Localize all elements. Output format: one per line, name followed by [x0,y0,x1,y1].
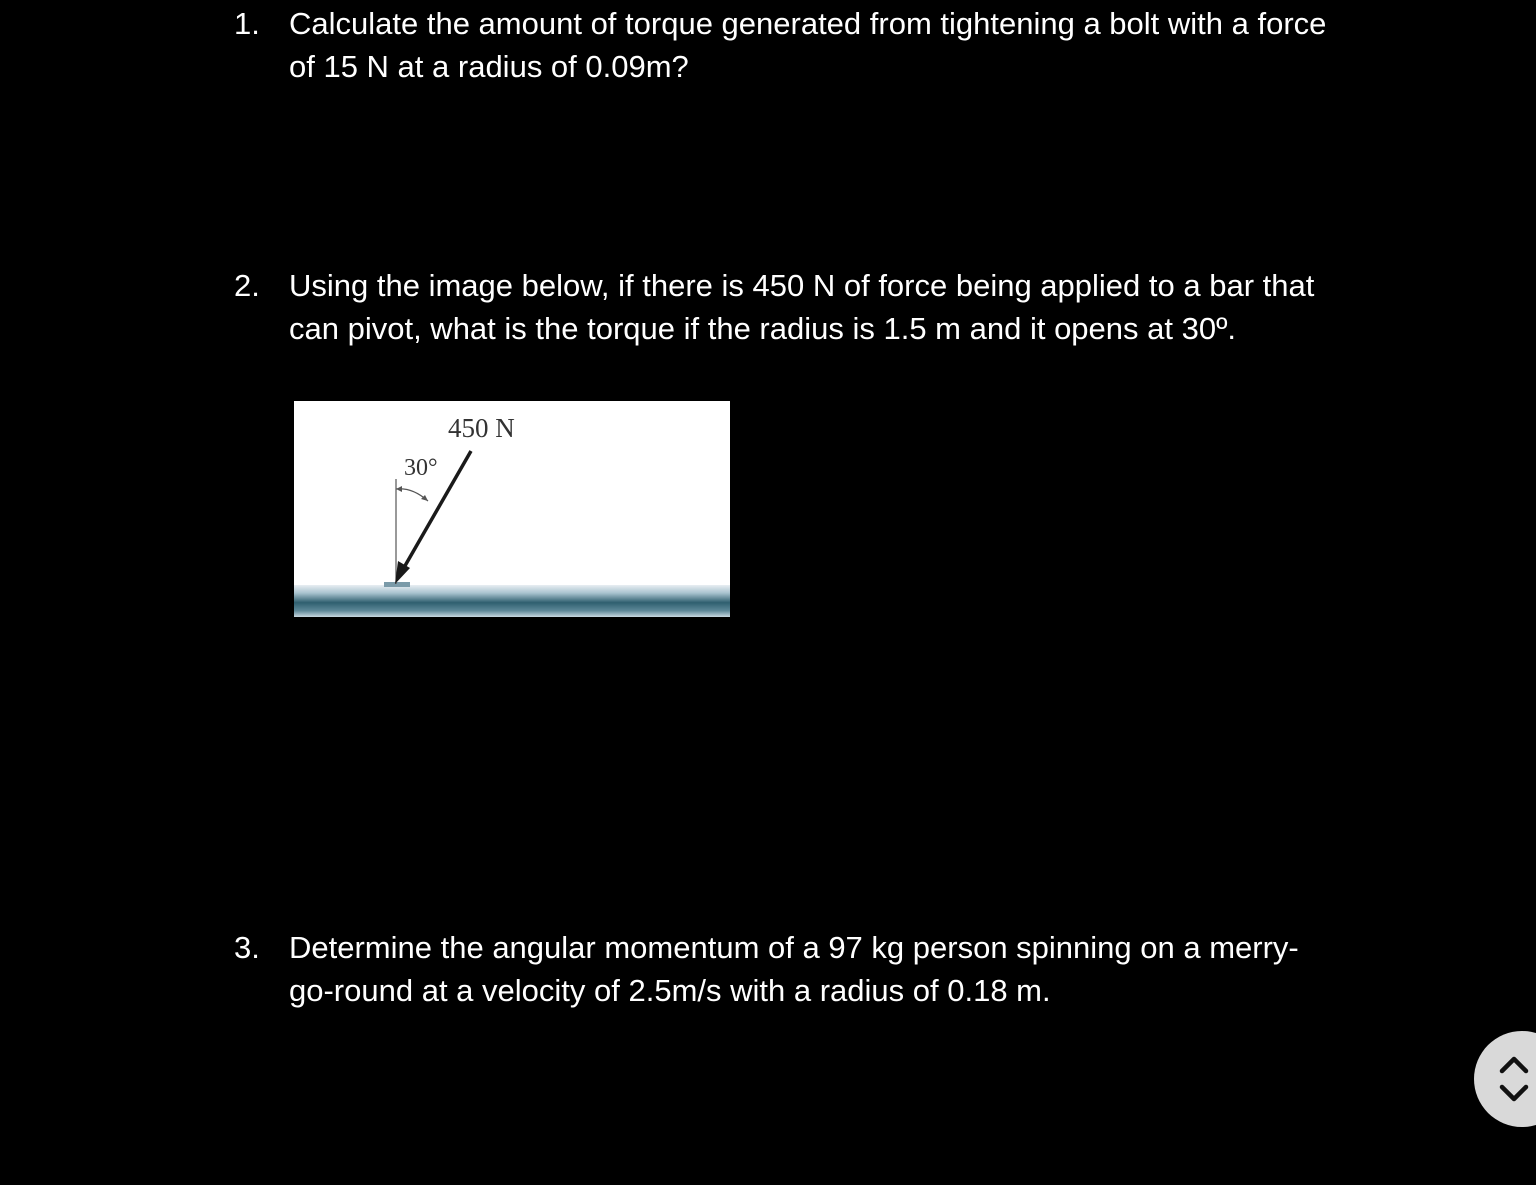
angle-label: 30° [404,455,438,481]
angle-arc-arrowhead-left [396,486,402,492]
question-2-number: 2. [234,268,260,303]
question-1 [234,2,1334,88]
next-slide-button[interactable] [1496,1079,1532,1109]
question-3 [234,926,1334,1012]
force-label: 450 N [448,413,515,443]
previous-slide-button[interactable] [1496,1049,1532,1079]
question-2 [234,264,1334,350]
question-3-number: 3. [234,930,260,965]
slide-navigation-widget [1474,1031,1536,1127]
question-2-text: Using the image below, if there is 450 N of force being applied to a bar that can pivot, what is the torque if the radius is 1.5 m and it opens at 30º. [289,268,1315,346]
chevron-up-icon [1496,1049,1532,1079]
chevron-down-icon [1496,1079,1532,1109]
question-3-text: Determine the angular momentum of a 97 kg person spinning on a merry-go-round at a velocity of 2.5m/s with a radius of 0.18 m. [289,930,1299,1008]
question-1-text: Calculate the amount of torque generated from tightening a bolt with a force of 15 N at a radius of 0.09m? [289,6,1327,84]
torque-diagram-svg [294,401,730,617]
torque-diagram [294,401,730,617]
pivot-bar [294,585,730,617]
question-1-number: 1. [234,6,260,41]
pivot-plate [384,582,410,587]
